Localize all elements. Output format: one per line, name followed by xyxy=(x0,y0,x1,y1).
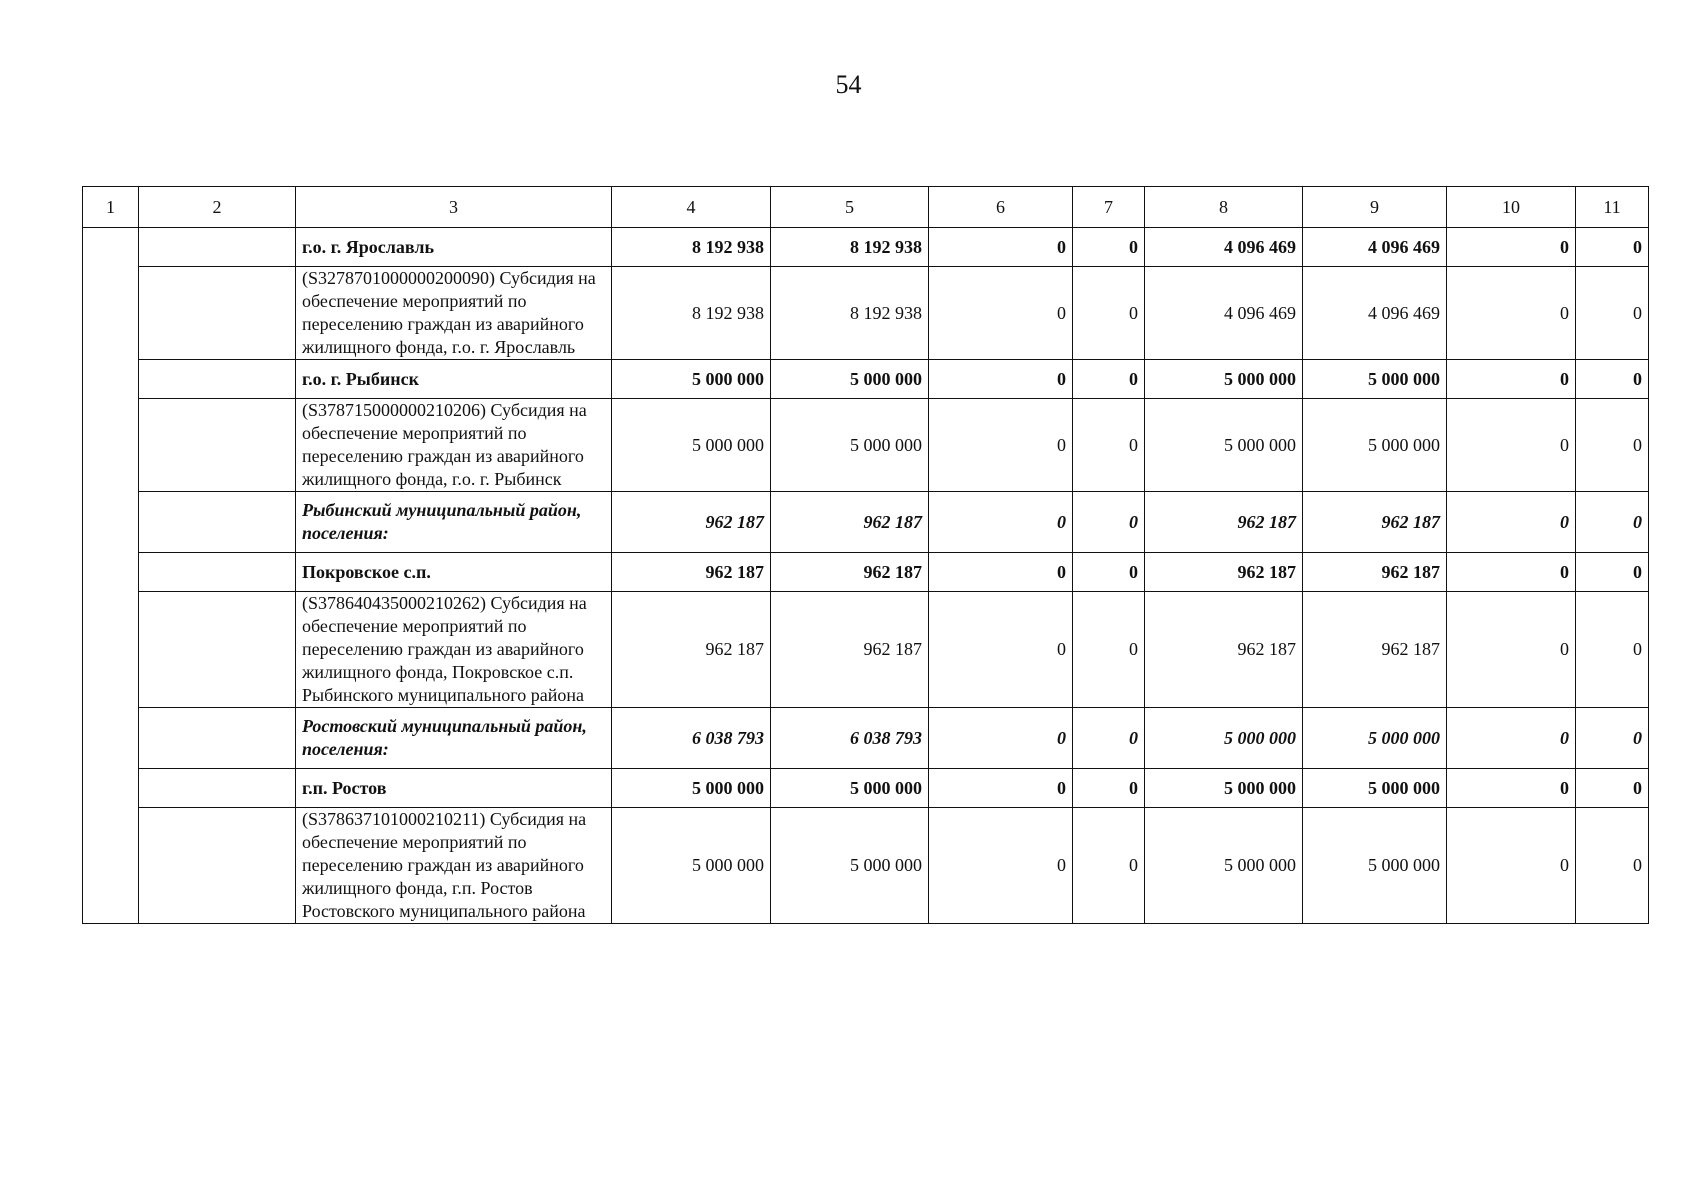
table-row xyxy=(83,769,1649,808)
value-cell: 0 xyxy=(1073,228,1145,267)
value-cell: 5 000 000 xyxy=(771,808,929,924)
table-row xyxy=(83,228,1649,267)
value-cell: 962 187 xyxy=(1303,553,1447,592)
value-cell: 962 187 xyxy=(1145,592,1303,708)
header-cell: 11 xyxy=(1576,187,1649,228)
value-cell: 0 xyxy=(929,492,1073,553)
table-row xyxy=(83,592,1649,708)
value-cell: 0 xyxy=(1576,492,1649,553)
value-cell: 962 187 xyxy=(612,592,771,708)
table-header-row xyxy=(83,187,1649,228)
header-cell: 10 xyxy=(1447,187,1576,228)
budget-table xyxy=(82,186,1649,924)
value-cell: 8 192 938 xyxy=(771,228,929,267)
value-cell: 0 xyxy=(1073,708,1145,769)
value-cell: 0 xyxy=(1073,592,1145,708)
value-cell: 0 xyxy=(1073,553,1145,592)
value-cell: 5 000 000 xyxy=(1145,769,1303,808)
value-cell: 0 xyxy=(1073,267,1145,360)
value-cell: 0 xyxy=(1576,592,1649,708)
table-row xyxy=(83,708,1649,769)
value-cell: 962 187 xyxy=(771,553,929,592)
value-cell: 8 192 938 xyxy=(771,267,929,360)
row-name: (S3278701000000200090) Субсидия на обеспечение мероприятий по переселению граждан из аварийного жилищного фонда, г.о. г. Ярославль xyxy=(296,267,612,360)
col2-cell xyxy=(139,267,296,360)
value-cell: 5 000 000 xyxy=(1145,360,1303,399)
value-cell: 0 xyxy=(1576,769,1649,808)
value-cell: 0 xyxy=(929,360,1073,399)
table-body xyxy=(83,228,1649,924)
value-cell: 0 xyxy=(929,808,1073,924)
col2-cell xyxy=(139,708,296,769)
col2-cell xyxy=(139,360,296,399)
table-row xyxy=(83,553,1649,592)
value-cell: 4 096 469 xyxy=(1145,228,1303,267)
row-name: г.п. Ростов xyxy=(296,769,612,808)
value-cell: 5 000 000 xyxy=(1303,769,1447,808)
value-cell: 0 xyxy=(929,553,1073,592)
value-cell: 0 xyxy=(1073,492,1145,553)
value-cell: 0 xyxy=(929,399,1073,492)
value-cell: 5 000 000 xyxy=(1303,399,1447,492)
value-cell: 962 187 xyxy=(1303,492,1447,553)
value-cell: 962 187 xyxy=(771,592,929,708)
value-cell: 5 000 000 xyxy=(612,399,771,492)
value-cell: 6 038 793 xyxy=(771,708,929,769)
value-cell: 5 000 000 xyxy=(612,769,771,808)
value-cell: 0 xyxy=(1447,769,1576,808)
col2-cell xyxy=(139,553,296,592)
value-cell: 0 xyxy=(1447,228,1576,267)
value-cell: 0 xyxy=(1576,360,1649,399)
header-cell: 6 xyxy=(929,187,1073,228)
value-cell: 8 192 938 xyxy=(612,228,771,267)
value-cell: 962 187 xyxy=(1145,553,1303,592)
value-cell: 4 096 469 xyxy=(1303,267,1447,360)
header-cell: 1 xyxy=(83,187,139,228)
value-cell: 0 xyxy=(1576,553,1649,592)
value-cell: 5 000 000 xyxy=(1303,808,1447,924)
table-row xyxy=(83,492,1649,553)
value-cell: 0 xyxy=(1447,808,1576,924)
value-cell: 0 xyxy=(929,228,1073,267)
value-cell: 4 096 469 xyxy=(1145,267,1303,360)
col2-cell xyxy=(139,769,296,808)
header-cell: 5 xyxy=(771,187,929,228)
col2-cell xyxy=(139,399,296,492)
table-row xyxy=(83,808,1649,924)
row-name: (S378640435000210262) Субсидия на обеспечение мероприятий по переселению граждан из аварийного жилищного фонда, Покровское с.п. Рыбинского муниципального района xyxy=(296,592,612,708)
value-cell: 0 xyxy=(1073,769,1145,808)
row-name: (S378715000000210206) Субсидия на обеспечение мероприятий по переселению граждан из аварийного жилищного фонда, г.о. г. Рыбинск xyxy=(296,399,612,492)
value-cell: 962 187 xyxy=(612,492,771,553)
col2-cell xyxy=(139,808,296,924)
row-name: Покровское с.п. xyxy=(296,553,612,592)
value-cell: 0 xyxy=(1576,267,1649,360)
value-cell: 0 xyxy=(1447,708,1576,769)
col2-cell xyxy=(139,592,296,708)
value-cell: 0 xyxy=(1576,228,1649,267)
col2-cell xyxy=(139,228,296,267)
header-cell: 9 xyxy=(1303,187,1447,228)
value-cell: 0 xyxy=(1576,808,1649,924)
value-cell: 0 xyxy=(1447,267,1576,360)
table-row xyxy=(83,360,1649,399)
value-cell: 6 038 793 xyxy=(612,708,771,769)
value-cell: 0 xyxy=(1447,492,1576,553)
value-cell: 4 096 469 xyxy=(1303,228,1447,267)
value-cell: 5 000 000 xyxy=(771,769,929,808)
value-cell: 962 187 xyxy=(771,492,929,553)
value-cell: 0 xyxy=(1447,592,1576,708)
row-name: Ростовский муниципальный район, поселения: xyxy=(296,708,612,769)
value-cell: 5 000 000 xyxy=(612,808,771,924)
page-number: 54 xyxy=(835,70,862,99)
value-cell: 0 xyxy=(1073,399,1145,492)
value-cell: 5 000 000 xyxy=(771,360,929,399)
value-cell: 962 187 xyxy=(1303,592,1447,708)
value-cell: 962 187 xyxy=(1145,492,1303,553)
value-cell: 0 xyxy=(1447,360,1576,399)
value-cell: 0 xyxy=(1576,399,1649,492)
col2-cell xyxy=(139,492,296,553)
value-cell: 0 xyxy=(1447,553,1576,592)
value-cell: 5 000 000 xyxy=(1303,708,1447,769)
value-cell: 5 000 000 xyxy=(1145,808,1303,924)
value-cell: 5 000 000 xyxy=(612,360,771,399)
row-name: г.о. г. Рыбинск xyxy=(296,360,612,399)
value-cell: 0 xyxy=(929,708,1073,769)
header-cell: 4 xyxy=(612,187,771,228)
value-cell: 5 000 000 xyxy=(1145,708,1303,769)
header-cell: 7 xyxy=(1073,187,1145,228)
header-cell: 2 xyxy=(139,187,296,228)
table-row xyxy=(83,267,1649,360)
header-cell: 8 xyxy=(1145,187,1303,228)
col1-cell xyxy=(83,228,139,924)
row-name: (S378637101000210211) Субсидия на обеспечение мероприятий по переселению граждан из аварийного жилищного фонда, г.п. Ростов Ростовского муниципального района xyxy=(296,808,612,924)
value-cell: 0 xyxy=(1447,399,1576,492)
value-cell: 5 000 000 xyxy=(771,399,929,492)
value-cell: 0 xyxy=(929,592,1073,708)
row-name: Рыбинский муниципальный район, поселения: xyxy=(296,492,612,553)
value-cell: 5 000 000 xyxy=(1303,360,1447,399)
value-cell: 0 xyxy=(929,267,1073,360)
table-row xyxy=(83,399,1649,492)
value-cell: 5 000 000 xyxy=(1145,399,1303,492)
value-cell: 0 xyxy=(1073,808,1145,924)
value-cell: 8 192 938 xyxy=(612,267,771,360)
row-name: г.о. г. Ярославль xyxy=(296,228,612,267)
header-cell: 3 xyxy=(296,187,612,228)
value-cell: 0 xyxy=(929,769,1073,808)
value-cell: 0 xyxy=(1576,708,1649,769)
value-cell: 0 xyxy=(1073,360,1145,399)
value-cell: 962 187 xyxy=(612,553,771,592)
